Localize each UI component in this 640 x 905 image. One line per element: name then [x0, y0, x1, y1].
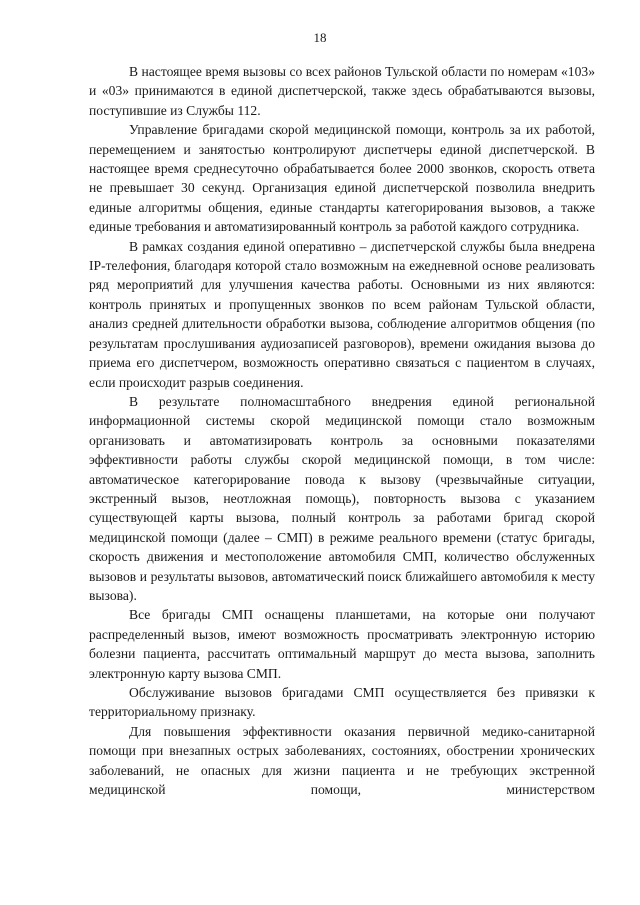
paragraph-4: В результате полномасштабного внедрения единой региональной информационной системы скорой медицинской помощи стало возможным организовать и автоматизировать контроль за основными показателями эффективности работы службы скорой медицинской помощи, в том числе: автоматическое категорирование повода к вызову (чрезвычайные ситуации, экстренный вызов, неотложная помощь), повторность вызова с указанием существующей карты вызова, полный контроль за работами бригад скорой медицинской помощи (далее – СМП) в режиме реального времени (статус бригады, скорость движения и местоположение автомобиля СМП, количество обслуженных вызовов и результаты вызовов, автоматический поиск ближайшего автомобиля к месту вызова). — [89, 393, 595, 603]
paragraph-6: Обслуживание вызовов бригадами СМП осуществляется без привязки к территориальному признаку. — [89, 685, 595, 720]
paragraph-2: Управление бригадами скорой медицинской помощи, контроль за их работой, перемещением и занятостью контролируют диспетчеры единой диспетчерской. В настоящее время среднесуточно обрабатывается более 2000 звонков, скорость ответа не превышает 30 секунд. Организация единой диспетчерской позволила внедрить единые алгоритмы общения, единые стандарты категорирования вызовов, а также единые требования и автоматизированный контроль за работой каждого сотрудника. — [89, 122, 595, 235]
paragraph-7: Для повышения эффективности оказания первичной медико-санитарной помощи при внезапных острых заболеваниях, состояниях, обострении хронических заболеваний, не опасных для жизни пациента и не требующих экстренной медицинской помощи, министерством — [89, 723, 595, 798]
paragraph-1: В настоящее время вызовы со всех районов Тульской области по номерам «103» и «03» принимаются в единой диспетчерской, также здесь обрабатываются вызовы, поступившие из Службы 112. — [89, 64, 595, 118]
paragraph-5: Все бригады СМП оснащены планшетами, на которые они получают распределенный вызов, имеют возможность просматривать электронную историю болезни пациента, рассчитать оптимальный маршрут до места вызова, заполнить электронную карту вызова СМП. — [89, 607, 595, 681]
document-body — [89, 62, 595, 799]
page-number: 18 — [313, 30, 327, 45]
paragraph-3: В рамках создания единой оперативно – диспетчерской службы была внедрена IP-телефония, благодаря которой стало возможным на ежедневной основе реализовать ряд мероприятий для улучшения качества работы. Основными из них являются: контроль принятых и пропущенных звонков по всем районам Тульской области, анализ средней длительности обработки вызова, соблюдение алгоритмов общения (по результатам прослушивания аудиозаписей разговоров), времени ожидания вызова до приема его диспетчером, возможность оперативно связаться с пациентом в случаях, если происходит разрыв соединения. — [89, 238, 595, 390]
